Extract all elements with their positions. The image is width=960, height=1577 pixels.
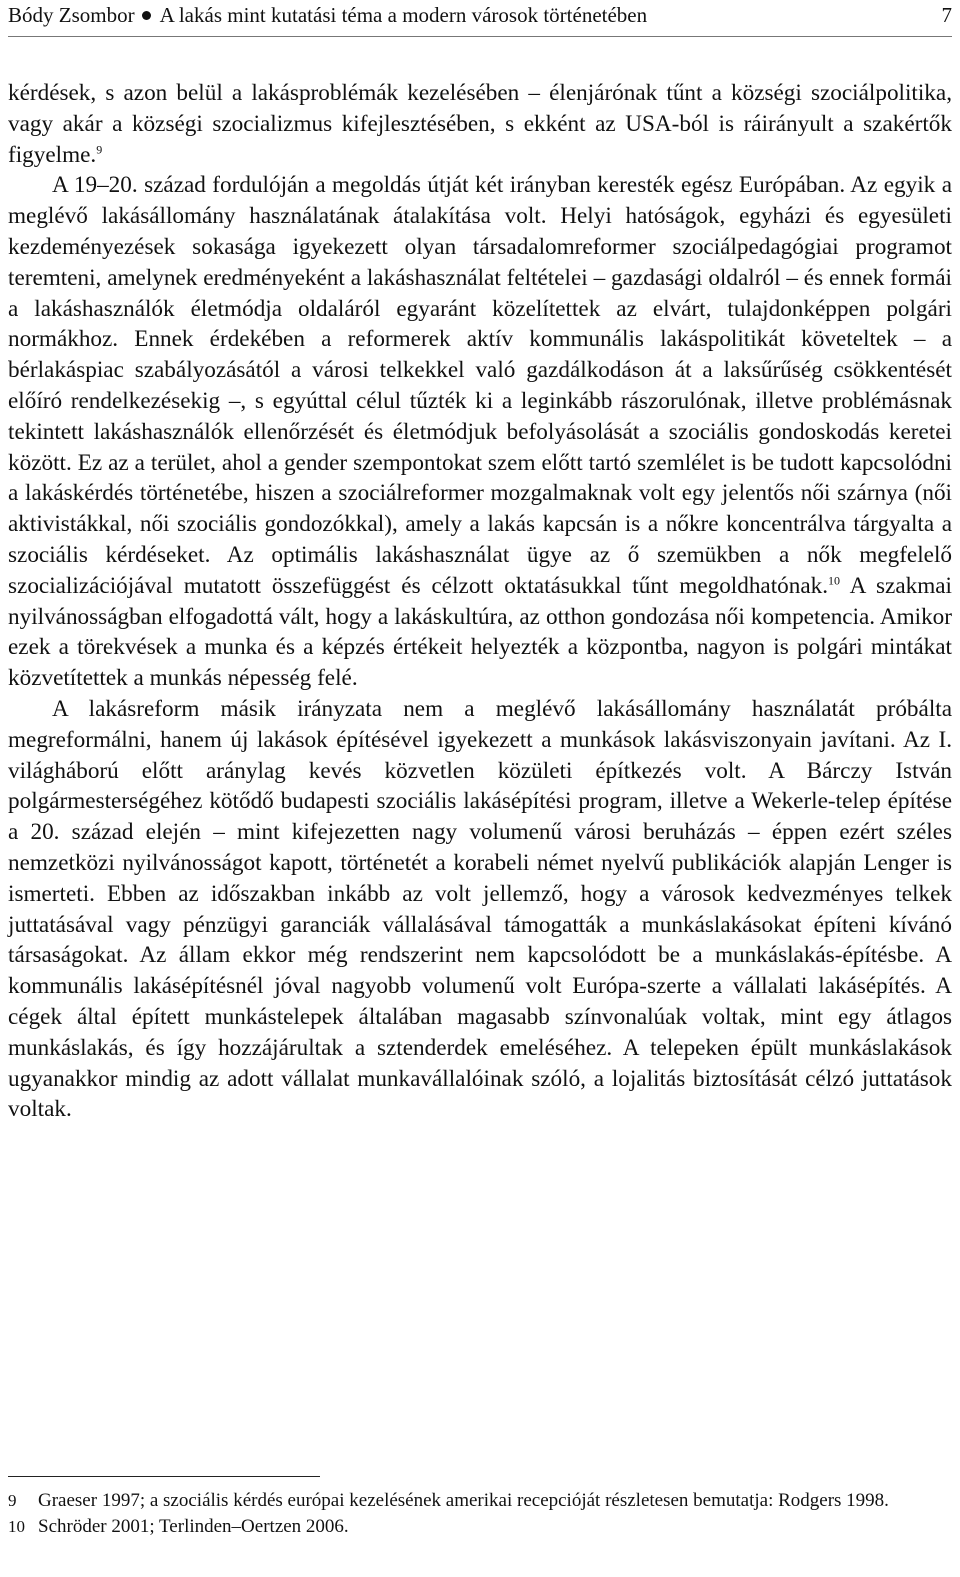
footnote-number: 9 xyxy=(8,1491,17,1510)
running-head-left xyxy=(8,2,647,28)
paragraph xyxy=(8,170,952,694)
footnote-text: Schröder 2001; Terlinden–Oertzen 2006. xyxy=(38,1516,349,1537)
header-divider xyxy=(8,36,952,37)
bullet-icon xyxy=(142,11,151,20)
header-title: A lakás mint kutatási téma a modern városok történetében xyxy=(159,3,648,27)
footnote-ref[interactable]: 9 xyxy=(96,141,103,156)
footnote-number: 10 xyxy=(8,1517,25,1536)
paragraph-text: A 19–20. század fordulóján a megoldás útját két irányban keresték egész Európában. Az egyik a meglévő lakásállomány használatának átalakítása volt. Helyi hatóságok, egyházi és egyesületi kezdeményezések sokasága igyekezett olyan társadalomreformer szociálpedagógiai programot teremteni, amelynek eredményeként a lakáshasználat feltételei – gazdasági oldalról – és ennek formái a lakáshasználók életmódja oldaláról egyaránt közelítettek az elvárt, tulajdonképpen polgári normákhoz. Ennek érdekében a reformerek aktív kommunális lakáspolitikát követeltek – a bérlakáspiac szabályozásától a városi telkekkel való gazdálkodáson át a laksűrűség csökkentését előíró rendelkezésekig –, s egyúttal célul tűzték ki a leginkább rászorulónak, illetve problémásnak tekintett lakáshasználók ellenőrzését és életmódjuk befolyásolását a szociális gondoskodás keretei között. Ez az a terület, ahol a gender szempontokat szem előtt tartó szemlélet is be tudott kapcsolódni a lakáskérdés történetébe, hiszen a szociálreformer mozgalmaknak volt egy jelentős női szárnya (női aktivistákkal, női szociális gondozókkal), amely a lakás kapcsán is a nőkre koncentrálva tárgyalta a szociális kérdéseket. Az optimális lakáshasználat ügye az ő szemükben a nők megfelelő szocializációjával mutatott összefüggést és célzott oktatásukkal tűnt megoldhatónak. xyxy=(8,172,952,599)
paragraph-text: kérdések, s azon belül a lakásproblémák kezelésében – élenjárónak tűnt a községi szociálpolitika, vagy akár a községi szocializmus kifejlesztésében, s ekként az USA-ból is ráirányult a szakértők figyelme. xyxy=(8,80,952,168)
paragraph-text: A szakmai nyilvánosságban elfogadottá vált, hogy a lakáskultúra, az otthon gondozása női kompetencia. Amikor ezek a törekvések a munka és a képzés értékeit helyezték a központba, nagyon is polgári mintákat közvetítettek a munkás népesség felé. xyxy=(8,572,952,692)
footnote-ref[interactable]: 10 xyxy=(828,573,841,588)
footnote xyxy=(8,1488,952,1514)
paragraph xyxy=(8,694,952,1125)
running-head xyxy=(8,2,952,28)
paragraph-text: A lakásreform másik irányzata nem a meglévő lakásállomány használatát próbálta megreformálni, hanem új lakások építésével igyekezett a munkások lakásviszonyain javítani. Az I. világháború előtt aránylag kevés közvetlen közületi építkezés volt. A Bárczy István polgármesterségéhez kötődő budapesti szociális lakásépítési program, illetve a Wekerle-telep építése a 20. század elején – mint kifejezetten nagy volumenű városi beruházás – éppen ezért széles nemzetközi nyilvánosságot kapott, történetét a korabeli német nyelvű publikációk alapján Lenger is ismerteti. Ebben az időszakban inkább az volt jellemző, hogy a városok kedvezményes telkek juttatásával vagy pénzügyi garanciák vállalásával támogatták a munkáslakásokat építeni kívánó társaságokat. Az állam ekkor még rendszerint nem kapcsolódott be a munkáslakás-építésbe. A kommunális lakásépítésnél jóval nagyobb volumenű volt Európa-szerte a vállalati lakásépítés. A cégek által épített munkástelepek általában magasabb színvonalúak voltak, mint egy átlagos munkáslakás, és így hozzájárultak a sztenderdek emeléséhez. A telepeken épült munkáslakások ugyanakkor mindig az adott vállalat munkavállalóinak szóló, a lojalitás biztosítását célzó juttatások voltak. xyxy=(8,695,952,1123)
footnote-divider xyxy=(8,1476,320,1477)
page-number: 7 xyxy=(941,3,952,27)
footnote xyxy=(8,1514,952,1540)
body-text xyxy=(8,78,952,1125)
header-author: Bódy Zsombor xyxy=(8,3,135,27)
footnotes xyxy=(8,1488,952,1540)
footnote-text: Graeser 1997; a szociális kérdés európai kezelésének amerikai recepcióját részletesen bemutatja: Rodgers 1998. xyxy=(38,1490,889,1511)
paragraph xyxy=(8,78,952,170)
